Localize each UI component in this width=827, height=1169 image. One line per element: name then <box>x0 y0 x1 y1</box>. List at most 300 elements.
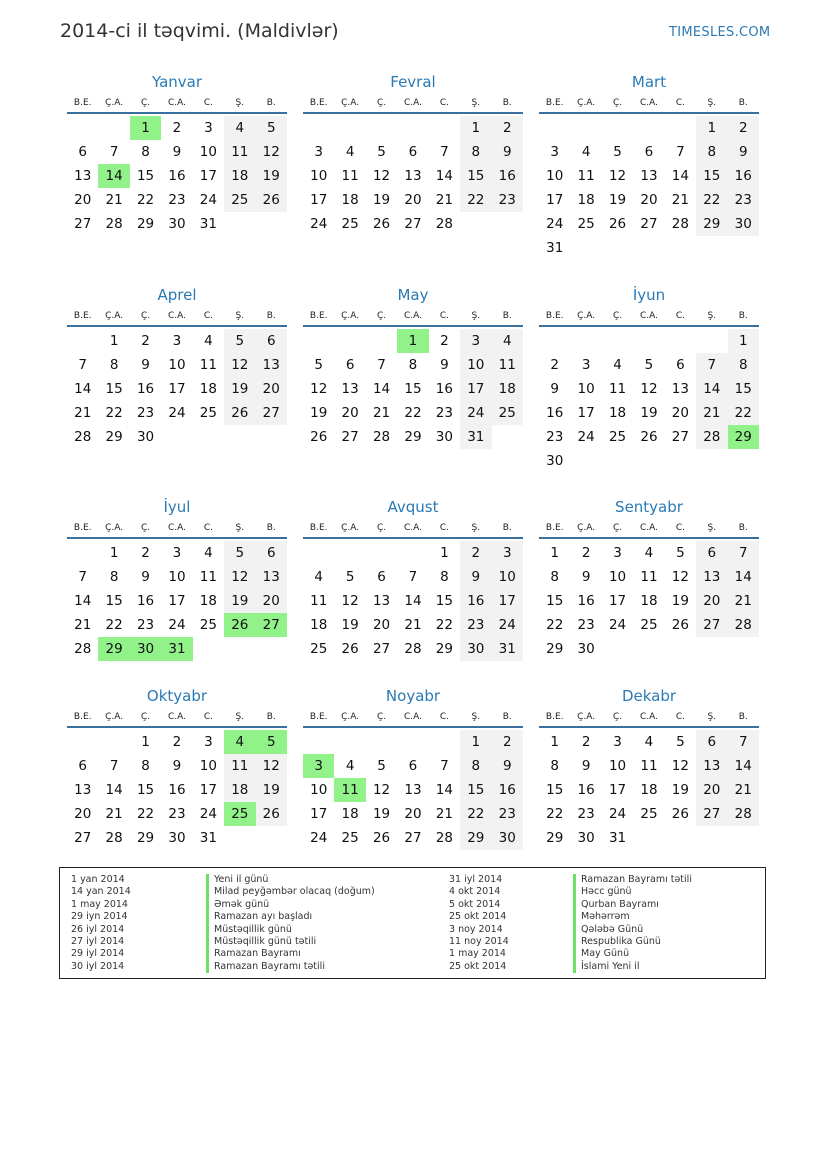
day-cell: 20 <box>74 806 92 822</box>
day-cell: 21 <box>404 617 422 633</box>
day-cell: 15 <box>728 377 759 401</box>
month-divider <box>539 537 759 539</box>
day-cell: 2 <box>581 545 591 561</box>
day-cell: 23 <box>136 405 155 421</box>
holiday-day-cell: 1 <box>130 116 161 140</box>
day-cell: 19 <box>224 589 255 613</box>
weekday-label: Ş. <box>707 712 717 722</box>
day-cell: 7 <box>78 569 87 585</box>
month-name: İyun <box>632 286 666 304</box>
weekday-label: Ş. <box>471 311 481 321</box>
weekday-label: B. <box>738 311 748 321</box>
legend-holiday-name: Müstəqillik günü tətili <box>206 936 375 948</box>
day-cell: 4 <box>581 144 591 160</box>
weekday-label: C.A. <box>403 712 422 722</box>
empty-cell <box>366 730 397 754</box>
legend-dates-left <box>71 874 131 973</box>
day-cell: 24 <box>310 830 328 846</box>
day-cell: 4 <box>204 333 213 349</box>
holiday-day-cell: 29 <box>98 637 129 661</box>
day-cell: 1 <box>109 333 119 349</box>
day-cell: 21 <box>671 192 689 208</box>
day-cell: 26 <box>256 802 287 826</box>
day-cell: 15 <box>546 593 564 609</box>
weekday-label: B. <box>738 98 748 108</box>
weekday-label: Ş. <box>471 712 481 722</box>
day-grid <box>539 541 759 661</box>
day-cell: 19 <box>608 192 627 208</box>
empty-cell <box>539 116 570 140</box>
empty-cell <box>429 730 460 754</box>
legend-date: 1 may 2014 <box>71 898 128 910</box>
day-cell: 24 <box>608 617 627 633</box>
day-cell: 31 <box>199 216 217 232</box>
day-cell: 18 <box>341 192 359 208</box>
weekday-label: Ş. <box>707 311 717 321</box>
day-cell: 3 <box>204 120 213 136</box>
day-cell: 30 <box>435 429 453 445</box>
day-cell: 8 <box>550 758 559 774</box>
day-cell: 30 <box>168 216 186 232</box>
day-cell: 12 <box>372 168 391 184</box>
day-cell: 21 <box>728 778 759 802</box>
day-grid <box>539 329 759 473</box>
legend-date: 1 yan 2014 <box>71 874 125 885</box>
day-cell: 12 <box>608 168 627 184</box>
day-cell: 2 <box>550 357 559 373</box>
day-cell: 30 <box>728 212 759 236</box>
day-cell: 10 <box>199 758 217 774</box>
day-cell: 30 <box>546 453 564 469</box>
weekday-header <box>67 519 287 537</box>
day-cell: 18 <box>640 782 658 798</box>
empty-cell <box>397 730 428 754</box>
legend-holiday-name: Həcc günü <box>573 886 692 898</box>
legend-date: 14 yan 2014 <box>71 886 131 898</box>
brand-link[interactable]: TIMESLES.COM <box>669 25 771 40</box>
weekday-label: Ç. <box>140 712 151 722</box>
weekday-label: B. <box>266 523 276 533</box>
weekday-label: C.A. <box>167 523 186 533</box>
month-divider <box>67 726 287 728</box>
day-cell: 6 <box>78 758 87 774</box>
month-block <box>303 686 523 850</box>
month-block <box>67 497 287 661</box>
legend-date: 5 okt 2014 <box>449 898 501 910</box>
day-cell: 14 <box>435 168 453 184</box>
empty-cell <box>98 730 129 754</box>
day-cell: 12 <box>256 140 287 164</box>
day-cell: 26 <box>671 806 689 822</box>
legend-holiday-name: Ramazan ayı başladı <box>206 911 375 923</box>
day-cell: 29 <box>460 826 491 850</box>
day-cell: 3 <box>613 734 622 750</box>
legend-dates-right <box>449 874 509 973</box>
day-cell: 5 <box>644 357 654 373</box>
weekday-label: B. <box>502 712 512 722</box>
day-cell: 7 <box>440 144 449 160</box>
day-cell: 15 <box>546 782 564 798</box>
day-cell: 11 <box>577 168 595 184</box>
weekday-label: Ç.A. <box>105 98 124 108</box>
month-divider <box>539 325 759 327</box>
weekday-label: Ç. <box>612 311 623 321</box>
day-cell: 21 <box>435 806 453 822</box>
day-cell: 21 <box>74 405 92 421</box>
month-name: Avqust <box>387 498 439 516</box>
day-cell: 28 <box>696 425 727 449</box>
day-cell: 4 <box>644 545 654 561</box>
day-cell: 22 <box>696 188 727 212</box>
day-cell: 24 <box>199 192 217 208</box>
weekday-header <box>67 708 287 726</box>
day-cell: 12 <box>671 758 689 774</box>
day-cell: 28 <box>105 830 123 846</box>
day-cell: 17 <box>492 589 523 613</box>
empty-cell <box>602 116 633 140</box>
day-cell: 3 <box>581 357 591 373</box>
day-cell: 29 <box>136 216 155 232</box>
day-cell: 24 <box>168 405 186 421</box>
empty-cell <box>67 329 98 353</box>
month-name: Yanvar <box>151 73 203 91</box>
day-cell: 6 <box>408 144 418 160</box>
day-cell: 13 <box>256 565 287 589</box>
day-cell: 29 <box>546 830 564 846</box>
holiday-day-cell: 1 <box>397 329 428 353</box>
day-cell: 11 <box>492 353 523 377</box>
day-cell: 7 <box>728 730 759 754</box>
day-cell: 20 <box>696 778 727 802</box>
day-cell: 1 <box>141 734 150 750</box>
day-cell: 17 <box>310 806 328 822</box>
weekday-header <box>539 307 759 325</box>
weekday-label: B. <box>738 712 748 722</box>
day-cell: 24 <box>310 216 328 232</box>
empty-cell <box>633 116 664 140</box>
empty-cell <box>366 541 397 565</box>
day-cell: 11 <box>640 569 658 585</box>
day-cell: 23 <box>435 405 453 421</box>
day-cell: 28 <box>435 216 453 232</box>
day-cell: 7 <box>78 357 87 373</box>
day-cell: 25 <box>608 429 627 445</box>
weekday-label: C. <box>439 311 449 321</box>
weekday-label: B.E. <box>73 523 92 533</box>
day-cell: 26 <box>256 188 287 212</box>
day-cell: 16 <box>136 381 155 397</box>
empty-cell <box>334 116 365 140</box>
weekday-label: B.E. <box>545 523 564 533</box>
day-cell: 18 <box>224 164 255 188</box>
day-cell: 8 <box>109 569 119 585</box>
day-cell: 28 <box>404 641 422 657</box>
day-cell: 31 <box>492 637 523 661</box>
weekday-label: Ç.A. <box>341 523 360 533</box>
weekday-label: Ç. <box>612 712 623 722</box>
weekday-label: Ç.A. <box>577 712 596 722</box>
holiday-day-cell: 4 <box>224 730 255 754</box>
day-grid <box>67 730 287 850</box>
day-cell: 12 <box>224 353 255 377</box>
weekday-header <box>303 94 523 112</box>
day-cell: 17 <box>546 192 564 208</box>
day-grid <box>303 116 523 236</box>
day-cell: 2 <box>172 120 182 136</box>
day-cell: 17 <box>168 381 186 397</box>
day-cell: 20 <box>640 192 658 208</box>
weekday-header <box>67 307 287 325</box>
legend-holiday-name: İslami Yeni il <box>573 961 692 973</box>
day-grid <box>539 116 759 260</box>
day-grid <box>67 329 287 449</box>
weekday-label: C.A. <box>639 523 658 533</box>
day-cell: 14 <box>696 377 727 401</box>
day-grid <box>303 541 523 661</box>
day-cell: 7 <box>408 569 418 585</box>
day-cell: 27 <box>372 641 391 657</box>
day-cell: 13 <box>74 168 92 184</box>
day-cell: 29 <box>105 429 123 445</box>
day-cell: 24 <box>546 216 564 232</box>
day-cell: 8 <box>141 758 150 774</box>
day-cell: 11 <box>341 168 359 184</box>
day-cell: 5 <box>676 734 685 750</box>
day-grid <box>539 730 759 850</box>
day-cell: 9 <box>550 381 559 397</box>
legend-date: 4 okt 2014 <box>449 886 501 898</box>
day-cell: 6 <box>696 541 727 565</box>
weekday-label: Ş. <box>471 98 481 108</box>
empty-cell <box>397 116 428 140</box>
day-cell: 26 <box>310 429 328 445</box>
day-cell: 23 <box>460 613 491 637</box>
day-cell: 20 <box>696 589 727 613</box>
empty-cell <box>366 116 397 140</box>
day-cell: 23 <box>136 617 155 633</box>
day-cell: 18 <box>341 806 359 822</box>
day-cell: 25 <box>640 617 658 633</box>
day-cell: 16 <box>546 405 564 421</box>
holiday-day-cell: 29 <box>728 425 759 449</box>
holiday-day-cell: 26 <box>224 613 255 637</box>
legend-holiday-name: Məhərrəm <box>573 911 692 923</box>
day-cell: 19 <box>256 778 287 802</box>
weekday-label: C. <box>439 98 449 108</box>
day-cell: 18 <box>577 192 595 208</box>
day-cell: 16 <box>492 164 523 188</box>
day-cell: 3 <box>613 545 622 561</box>
weekday-header <box>539 708 759 726</box>
day-cell: 30 <box>492 826 523 850</box>
day-cell: 10 <box>199 144 217 160</box>
day-cell: 6 <box>78 144 87 160</box>
holiday-day-cell: 5 <box>256 730 287 754</box>
weekday-label: C.A. <box>167 98 186 108</box>
day-cell: 10 <box>608 569 627 585</box>
holiday-day-cell: 3 <box>303 754 334 778</box>
day-cell: 8 <box>460 754 491 778</box>
weekday-header <box>539 94 759 112</box>
weekday-label: C. <box>203 523 213 533</box>
empty-cell <box>67 730 98 754</box>
day-cell: 18 <box>199 381 217 397</box>
weekday-label: B.E. <box>545 712 564 722</box>
day-cell: 10 <box>310 782 328 798</box>
day-cell: 27 <box>696 613 727 637</box>
empty-cell <box>98 116 129 140</box>
day-cell: 13 <box>696 754 727 778</box>
legend-date: 31 iyl 2014 <box>449 874 503 885</box>
day-cell: 3 <box>172 545 182 561</box>
day-cell: 16 <box>168 782 186 798</box>
empty-cell <box>602 329 633 353</box>
day-cell: 23 <box>168 192 186 208</box>
day-cell: 21 <box>435 192 453 208</box>
weekday-label: Ç.A. <box>341 311 360 321</box>
day-cell: 27 <box>404 216 422 232</box>
day-cell: 2 <box>141 333 150 349</box>
day-cell: 22 <box>435 617 453 633</box>
weekday-label: Ç.A. <box>577 523 596 533</box>
empty-cell <box>334 541 365 565</box>
day-cell: 15 <box>105 593 123 609</box>
weekday-header <box>67 94 287 112</box>
empty-cell <box>366 329 397 353</box>
day-cell: 14 <box>74 381 92 397</box>
day-cell: 18 <box>310 617 328 633</box>
day-cell: 3 <box>172 333 182 349</box>
weekday-label: C.A. <box>403 311 422 321</box>
day-cell: 20 <box>671 405 689 421</box>
day-cell: 22 <box>136 192 155 208</box>
empty-cell <box>334 329 365 353</box>
day-cell: 31 <box>546 240 564 256</box>
weekday-label: C.A. <box>167 311 186 321</box>
day-cell: 14 <box>404 593 422 609</box>
empty-cell <box>429 116 460 140</box>
day-cell: 16 <box>136 593 155 609</box>
legend-date: 25 okt 2014 <box>449 960 507 972</box>
weekday-label: Ç. <box>140 523 151 533</box>
legend-holiday-name: Respublika Günü <box>573 936 692 948</box>
day-cell: 4 <box>224 116 255 140</box>
empty-cell <box>334 730 365 754</box>
day-cell: 24 <box>199 806 217 822</box>
weekday-label: B.E. <box>73 98 92 108</box>
day-cell: 5 <box>345 569 355 585</box>
day-cell: 8 <box>408 357 418 373</box>
day-cell: 27 <box>74 830 92 846</box>
day-cell: 13 <box>256 353 287 377</box>
day-cell: 22 <box>136 806 155 822</box>
day-cell: 29 <box>404 429 422 445</box>
legend-holiday-name: Ramazan Bayramı tətili <box>573 874 692 886</box>
month-block <box>303 72 523 236</box>
day-cell: 15 <box>696 164 727 188</box>
day-cell: 1 <box>109 545 119 561</box>
month-divider <box>303 537 523 539</box>
weekday-label: B. <box>502 98 512 108</box>
holiday-day-cell: 30 <box>130 637 161 661</box>
day-cell: 25 <box>492 401 523 425</box>
day-cell: 4 <box>314 569 323 585</box>
month-name: İyul <box>163 498 191 516</box>
day-cell: 12 <box>310 381 328 397</box>
day-cell: 3 <box>550 144 559 160</box>
weekday-label: Ç.A. <box>105 712 124 722</box>
day-cell: 9 <box>460 565 491 589</box>
weekday-label: Ç. <box>612 98 623 108</box>
weekday-label: C. <box>439 523 449 533</box>
day-cell: 12 <box>671 569 689 585</box>
day-cell: 6 <box>345 357 355 373</box>
day-cell: 8 <box>696 140 727 164</box>
empty-cell <box>303 730 334 754</box>
month-name: Mart <box>631 73 667 91</box>
day-cell: 17 <box>460 377 491 401</box>
legend-holiday-name: Ramazan Bayramı <box>206 948 375 960</box>
day-cell: 14 <box>74 593 92 609</box>
day-cell: 26 <box>608 216 627 232</box>
day-cell: 2 <box>440 333 449 349</box>
day-cell: 16 <box>728 164 759 188</box>
day-cell: 30 <box>577 641 595 657</box>
legend-date: 29 iyn 2014 <box>71 911 128 923</box>
weekday-label: B.E. <box>73 311 92 321</box>
day-cell: 6 <box>644 144 654 160</box>
weekday-label: C.A. <box>639 98 658 108</box>
month-divider <box>67 325 287 327</box>
day-cell: 7 <box>440 758 449 774</box>
day-cell: 28 <box>671 216 689 232</box>
day-cell: 13 <box>341 381 359 397</box>
empty-cell <box>696 329 727 353</box>
weekday-label: B. <box>266 98 276 108</box>
day-cell: 23 <box>492 802 523 826</box>
day-cell: 1 <box>696 116 727 140</box>
day-cell: 10 <box>168 357 186 373</box>
day-cell: 2 <box>172 734 182 750</box>
weekday-label: B.E. <box>309 712 328 722</box>
day-cell: 6 <box>377 569 386 585</box>
holiday-day-cell: 25 <box>224 802 255 826</box>
day-cell: 5 <box>224 541 255 565</box>
day-cell: 6 <box>256 329 287 353</box>
day-cell: 14 <box>105 782 123 798</box>
legend-holiday-name: Ramazan Bayramı tətili <box>206 961 375 973</box>
day-cell: 12 <box>341 593 359 609</box>
day-cell: 6 <box>256 541 287 565</box>
day-cell: 15 <box>460 778 491 802</box>
day-grid <box>67 541 287 661</box>
day-cell: 24 <box>460 401 491 425</box>
empty-cell <box>67 541 98 565</box>
weekday-label: Ç.A. <box>341 712 360 722</box>
day-cell: 1 <box>728 329 759 353</box>
day-cell: 2 <box>460 541 491 565</box>
day-cell: 8 <box>141 144 150 160</box>
month-block <box>67 72 287 236</box>
month-name: Sentyabr <box>615 498 683 516</box>
day-cell: 28 <box>74 641 92 657</box>
day-cell: 19 <box>372 806 391 822</box>
day-cell: 19 <box>341 617 359 633</box>
day-cell: 8 <box>460 140 491 164</box>
day-cell: 11 <box>199 569 217 585</box>
day-cell: 29 <box>136 830 155 846</box>
day-cell: 30 <box>136 429 155 445</box>
